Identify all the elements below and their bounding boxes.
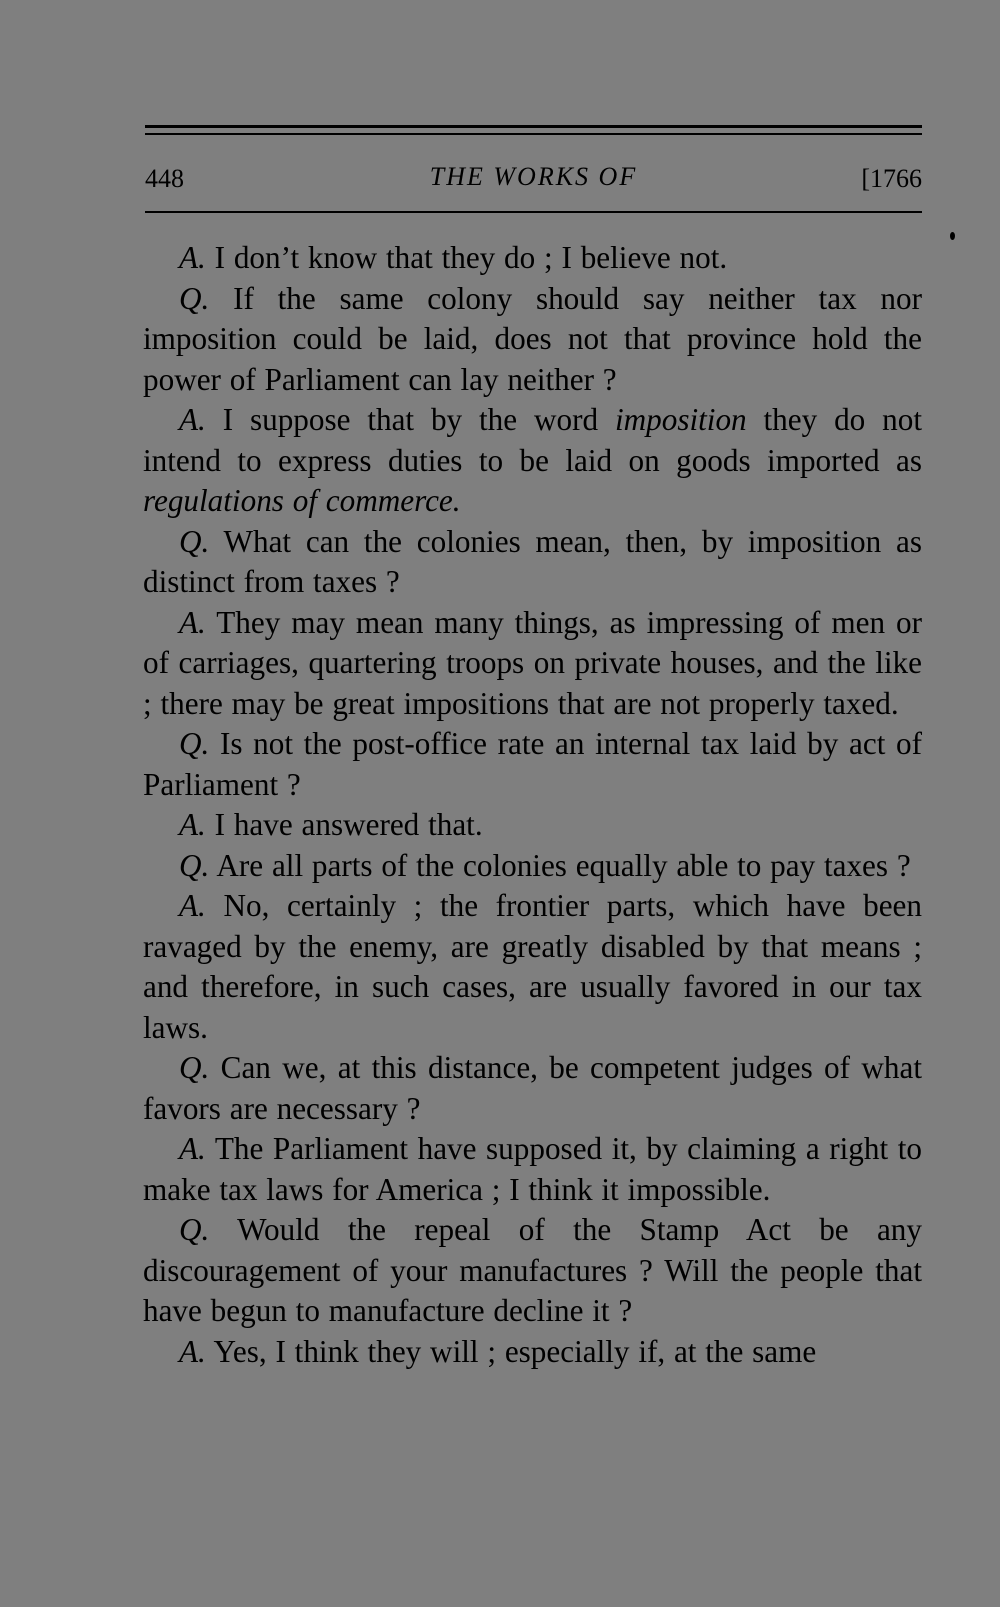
dialogue-paragraph xyxy=(143,603,922,725)
paragraph-text: Can we, at this distance, be competent judges of what favors are necessary ? xyxy=(143,1050,922,1126)
dialogue-paragraph xyxy=(143,1129,922,1210)
italic-text: regulations of commerce. xyxy=(143,483,461,518)
dialogue-paragraph xyxy=(143,1048,922,1129)
page-number: 448 xyxy=(145,164,184,193)
top-double-rule-thin xyxy=(145,133,922,135)
dialogue-paragraph xyxy=(143,805,922,846)
speaker-label: Q. xyxy=(179,726,210,761)
speaker-label: A. xyxy=(179,1131,206,1166)
paragraph-text: Would the repeal of the Stamp Act be any discouragement of your manufactures ? Will the people that have begun to manufacture decline it ? xyxy=(143,1212,922,1328)
dialogue-paragraph xyxy=(143,238,922,279)
italic-text: imposition xyxy=(614,402,747,437)
paragraph-text: What can the colonies mean, then, by imposition as distinct from taxes ? xyxy=(143,523,922,599)
speaker-label: A. xyxy=(179,888,206,923)
dialogue-paragraph xyxy=(143,1210,922,1332)
paragraph-text: I have answered that. xyxy=(205,807,483,842)
speaker-label: Q. xyxy=(179,847,210,883)
speaker-label: A. xyxy=(179,402,206,437)
speaker-label: Q. xyxy=(179,1212,210,1247)
paragraph-text: Is not the post-office rate an internal tax laid by act of Parliament ? xyxy=(143,726,922,802)
paragraph-text: I don’t know that they do ; I believe not. xyxy=(205,240,728,275)
paragraph-text: They may mean many things, as impressing of men or of carriages, quartering troops on private houses, and the like ; there may be great impositions that are not properly taxed. xyxy=(143,604,922,721)
dialogue-paragraph xyxy=(143,724,922,805)
dialogue-paragraph xyxy=(143,400,922,522)
dialogue-paragraph xyxy=(143,522,922,603)
speaker-label: Q. xyxy=(179,280,210,316)
dialogue-paragraph xyxy=(143,1332,922,1373)
running-year: [1766 xyxy=(861,164,922,193)
speaker-label: Q. xyxy=(179,523,210,559)
header-rule xyxy=(145,211,922,213)
running-title: THE WORKS OF xyxy=(429,162,638,191)
paragraph-text: they do not intend to express duties to be laid on goods imported as xyxy=(143,402,922,478)
speaker-label: Q. xyxy=(179,1050,210,1085)
dialogue-paragraph xyxy=(143,886,922,1048)
ink-speck xyxy=(950,232,955,240)
speaker-label: A. xyxy=(179,604,206,640)
paragraph-text: The Parliament have supposed it, by claiming a right to make tax laws for America ; I think it impossible. xyxy=(143,1131,922,1207)
paragraph-text: No, certainly ; the frontier parts, which have been ravaged by the enemy, are greatly disabled by that means ; and therefore, in such cases, are usually favored in our tax laws. xyxy=(143,888,922,1045)
speaker-label: A. xyxy=(179,240,206,275)
running-head xyxy=(145,158,922,198)
paragraph-text: I suppose that by the word xyxy=(205,402,615,437)
paragraph-text: If the same colony should say neither tax nor imposition could be laid, does not that province hold the power of Parliament can lay neither ? xyxy=(143,280,922,397)
dialogue-paragraph xyxy=(143,846,922,887)
dialogue-paragraph xyxy=(143,279,922,401)
speaker-label: A. xyxy=(179,1333,206,1369)
body-text xyxy=(143,238,922,1372)
speaker-label: A. xyxy=(179,807,206,842)
paragraph-text: Yes, I think they will ; especially if, at the same xyxy=(205,1333,817,1369)
top-double-rule-thick xyxy=(145,125,922,128)
paragraph-text: Are all parts of the colonies equally able to pay taxes ? xyxy=(209,847,911,883)
